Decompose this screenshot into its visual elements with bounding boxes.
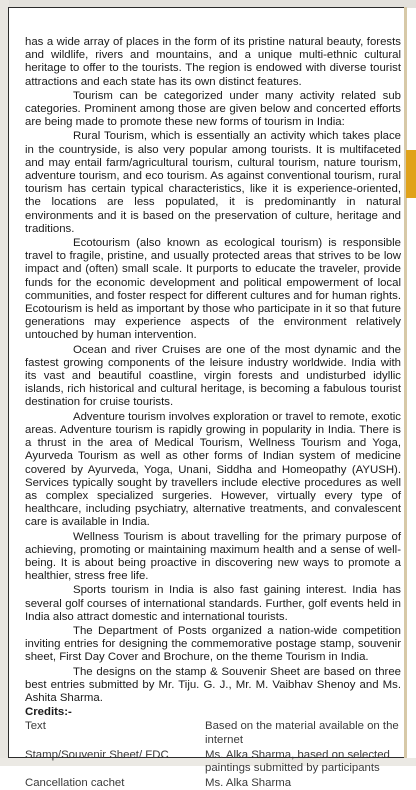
paragraph-designs: The designs on the stamp & Souvenir Sheet are based on three best entries submitted by Mr. Tiju. G. J., Mr. M. Vaibhav Shenoy and Ms. Ashita Sharma. [25, 665, 401, 704]
brochure-text [25, 36, 401, 790]
paragraph-cruises: Ocean and river Cruises are one of the most dynamic and the fastest growing components of the leisure industry worldwide. India with its vast and beautiful coastline, virgin forests and undisturbed idyllic islands, rich historical and cultural heritage, is becoming a fabulous tourist destination for cruise tourists. [25, 343, 401, 409]
paragraph-intro: has a wide array of places in the form of its pristine natural beauty, forests and wildlife, rivers and mountains, and a unique multi-ethnic cultural heritage to offer to the tourists. The region is endowed with diverse tourist attractions and each state has its own distinct features. [25, 36, 401, 88]
accent-band [406, 150, 416, 198]
credits-table [25, 720, 401, 790]
paragraph-adventure-tourism: Adventure tourism involves exploration or travel to remote, exotic areas. Adventure tourism is rapidly growing in popularity in India. There is a thrust in the area of Medical Tourism, Wellness Tourism and Yoga, Ayurveda Tourism as well as other forms of Indian system of medicine covered by Ayurveda, Yoga, Unani, Siddha and Homeopathy (AYUSH). Services typically sought by travellers include elective procedures as well as complex specialized surgeries. However, virtually every type of healthcare, including psychiatry, alternative treatments, and convalescent care is available in India. [25, 410, 401, 529]
credits-heading: Credits:- [25, 706, 72, 719]
paragraph-wellness-tourism: Wellness Tourism is about travelling for the primary purpose of achieving, promoting or maintaining maximum health and a sense of well-being. It is about being proactive in discovering new ways to promote a healthier, stress free life. [25, 530, 401, 583]
credit-value-stamp: Ms. Alka Sharma, based on selected paintings submitted by participants [205, 748, 390, 774]
paragraph-rural-tourism: Rural Tourism, which is essentially an activity which takes place in the countryside, is also very popular among tourists. It is multifaceted and may entail farm/agricultural tourism, cultural tourism, nature tourism, adventure tourism, and eco tourism. As against conventional tourism, rural tourism has certain typical characteristics, like it is experience-oriented, the locations are less populated, it is predominantly in natural environments and it is based on the preservation of culture, heritage and traditions. [25, 130, 401, 235]
paragraph-categories: Tourism can be categorized under many activity related sub categories. Prominent among those are given below and concerted efforts are being made to promote these new forms of tourism in India: [25, 89, 401, 129]
paragraph-ecotourism: Ecotourism (also known as ecological tourism) is responsible travel to fragile, pristine, and usually protected areas that strives to be low impact and (often) small scale. It purports to educate the traveler, provide funds for the economic development and political empowerment of local communities, and foster respect for different cultures and for human rights. Ecotourism is held as important by those who participate in it so that future generations may experience aspects of the environment relatively untouched by human intervention. [25, 237, 401, 342]
credit-label-cachet: Cancellation cachet [25, 777, 125, 790]
paragraph-sports-tourism: Sports tourism in India is also fast gaining interest. India has several golf courses of international standards. Further, golf events held in India also attract domestic and international tourists. [25, 584, 401, 623]
credit-label-text: Text [25, 720, 46, 733]
right-margin-rule [404, 7, 407, 758]
credit-value-cachet: Ms. Alka Sharma [205, 777, 292, 790]
credit-label-stamp: Stamp/Souvenir Sheet/ FDC [25, 748, 169, 761]
credit-value-text: Based on the material available on the internet [205, 720, 399, 746]
paragraph-competition: The Department of Posts organized a nation-wide competition inviting entries for designing the commemorative postage stamp, souvenir sheet, First Day Cover and Brochure, on the theme Tourism in India. [25, 624, 401, 664]
